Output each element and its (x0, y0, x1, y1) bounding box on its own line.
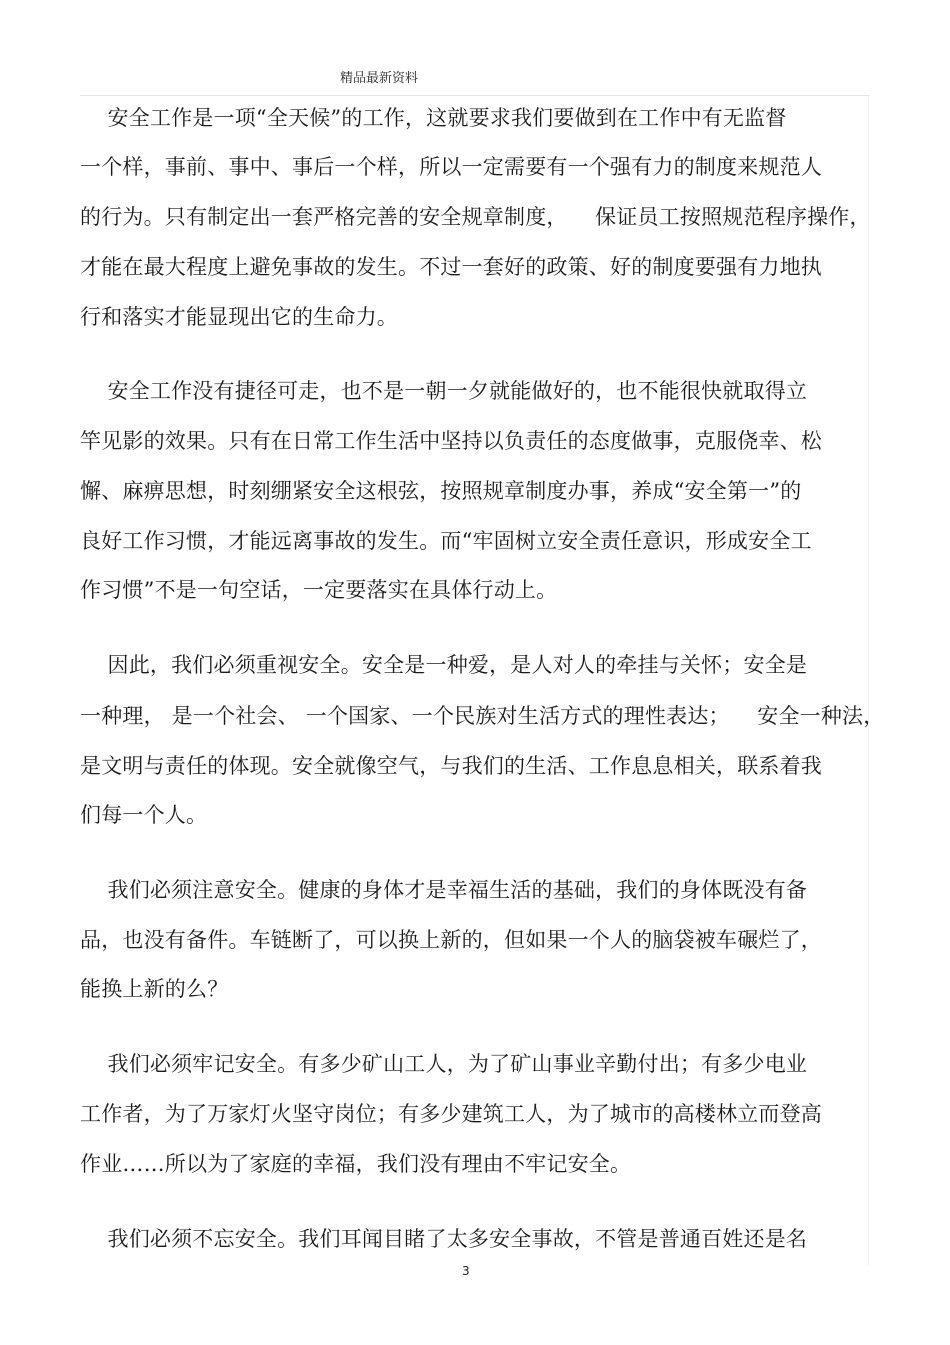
text-line: 我们必须牢记安全。有多少矿山工人，为了矿山事业辛勤付出；有多少电业 (80, 1052, 808, 1076)
text-line: 安全工作是一项“全天候”的工作，这就要求我们要做到在工作中有无监督 (80, 106, 787, 130)
right-margin-rule (868, 95, 869, 1265)
text-line: 作业……所以为了家庭的幸福，我们没有理由不牢记安全。 (80, 1152, 632, 1176)
text-line: 品，也没有备件。车链断了，可以换上新的，但如果一个人的脑袋被车碾烂了， (80, 928, 822, 952)
text-line: 我们必须注意安全。健康的身体才是幸福生活的基础，我们的身体既没有备 (80, 878, 808, 902)
text-line: 良好工作习惯，才能远离事故的发生。而“牢固树立安全责任意识，形成安全工 (80, 529, 812, 553)
page-header: 精品最新资料 (340, 71, 419, 86)
text-line: 才能在最大程度上避免事故的发生。不过一套好的政策、好的制度要强有力地执 (80, 255, 822, 279)
text-line: 工作者，为了万家灯火坚守岗位；有多少建筑工人，为了城市的高楼林立而登高 (80, 1102, 822, 1126)
text-line: 们每一个人。 (80, 803, 208, 827)
text-line: 的行为。只有制定出一套严格完善的安全规章制度， 保证员工按照规范程序操作， (80, 205, 871, 229)
text-line: 懈、麻痹思想，时刻绷紧安全这根弦，按照规章制度办事，养成“安全第一”的 (80, 479, 802, 503)
text-line: 一种理， 是一个社会、 一个国家、一个民族对生活方式的理性表达； 安全一种法， (80, 704, 885, 728)
text-line: 我们必须不忘安全。我们耳闻目睹了太多安全事故，不管是普通百姓还是名 (80, 1227, 808, 1251)
text-line: 能换上新的么？ (80, 977, 229, 1001)
header-divider (80, 95, 870, 96)
text-line: 竿见影的效果。只有在日常工作生活中坚持以负责任的态度做事，克服侥幸、松 (80, 429, 822, 453)
text-line: 行和落实才能显现出它的生命力。 (80, 305, 398, 329)
text-line: 因此，我们必须重视安全。安全是一种爱，是人对人的牵挂与关怀；安全是 (80, 653, 808, 677)
page-number: 3 (462, 1264, 470, 1278)
text-line: 作习惯”不是一句空话，一定要落实在具体行动上。 (80, 578, 558, 602)
text-line: 安全工作没有捷径可走，也不是一朝一夕就能做好的，也不能很快就取得立 (80, 379, 808, 403)
text-line: 一个样，事前、事中、事后一个样，所以一定需要有一个强有力的制度来规范人 (80, 155, 822, 179)
text-line: 是文明与责任的体现。安全就像空气，与我们的生活、工作息息相关，联系着我 (80, 754, 822, 778)
